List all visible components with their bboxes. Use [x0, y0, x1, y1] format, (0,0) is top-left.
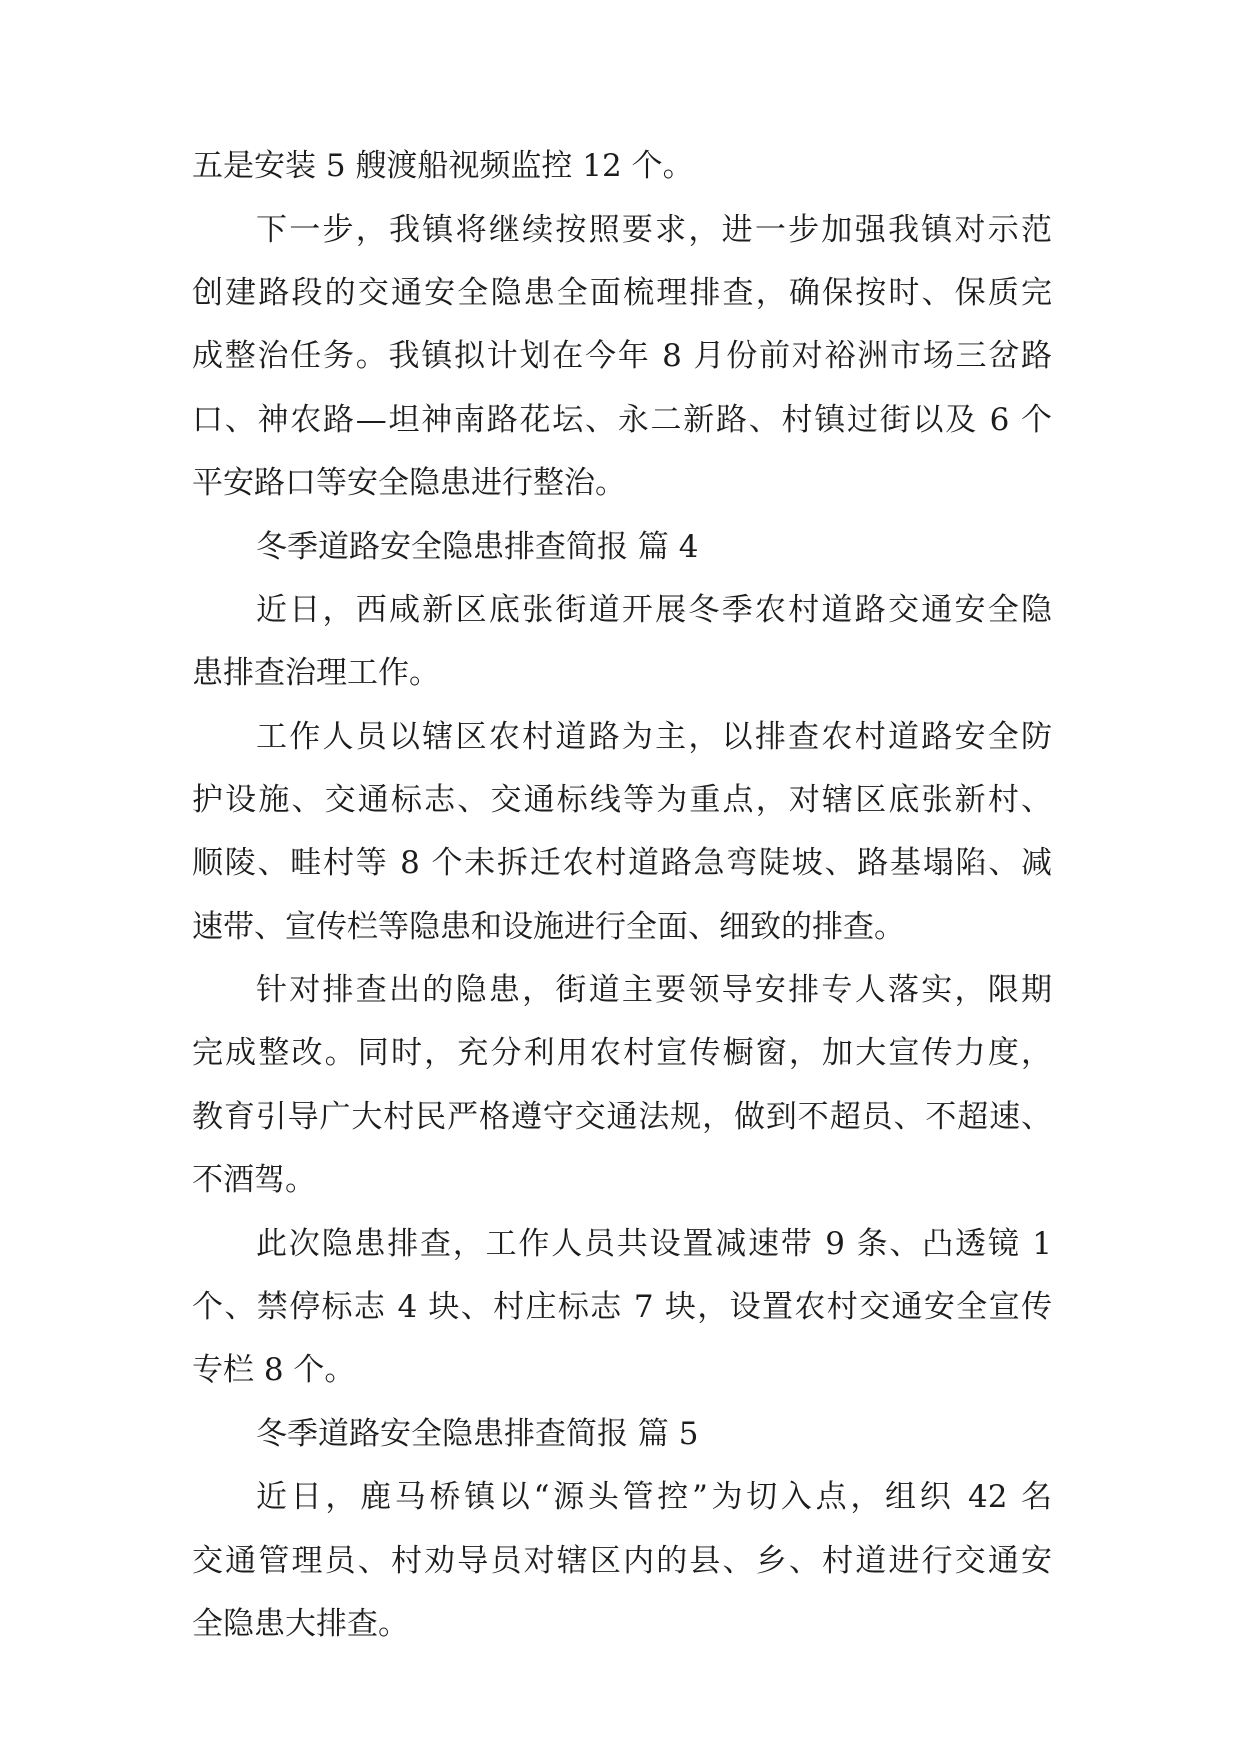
text-line: 速带、宣传栏等隐患和设施进行全面、细致的排查。: [192, 909, 905, 945]
text-line: 完成整改。同时，充分利用农村宣传橱窗，加大宣传力度，: [192, 1035, 1052, 1071]
text-line: 此次隐患排查，工作人员共设置减速带 9 条、凸透镜 1: [256, 1226, 1052, 1262]
text-line: 顺陵、畦村等 8 个未拆迁农村道路急弯陡坡、路基塌陷、减: [192, 845, 1052, 881]
text-line: 口、神农路—坦神南路花坛、永二新路、村镇过街以及 6 个: [192, 402, 1052, 438]
text-line: 针对排查出的隐患，街道主要领导安排专人落实，限期: [256, 972, 1052, 1008]
text-line: 不酒驾。: [192, 1162, 316, 1198]
text-line: 患排查治理工作。: [192, 655, 440, 691]
text-line: 护设施、交通标志、交通标线等为重点，对辖区底张新村、: [192, 782, 1052, 818]
text-line: 平安路口等安全隐患进行整治。: [192, 465, 626, 501]
text-line: 个、禁停标志 4 块、村庄标志 7 块，设置农村交通安全宣传: [192, 1289, 1052, 1325]
text-line: 全隐患大排查。: [192, 1606, 409, 1642]
section-heading: 冬季道路安全隐患排查简报 篇 4: [256, 529, 699, 565]
text-line: 近日，西咸新区底张街道开展冬季农村道路交通安全隐: [256, 592, 1052, 628]
text-line: 工作人员以辖区农村道路为主，以排查农村道路安全防: [256, 719, 1052, 755]
text-line: 下一步，我镇将继续按照要求，进一步加强我镇对示范: [256, 212, 1052, 248]
text-line: 教育引导广大村民严格遵守交通法规，做到不超员、不超速、: [192, 1099, 1052, 1135]
text-line: 交通管理员、村劝导员对辖区内的县、乡、村道进行交通安: [192, 1543, 1052, 1579]
text-line: 近日，鹿马桥镇以“源头管控”为切入点，组织 42 名: [256, 1479, 1052, 1515]
text-line: 成整治任务。我镇拟计划在今年 8 月份前对裕洲市场三岔路: [192, 338, 1052, 374]
text-line: 创建路段的交通安全隐患全面梳理排查，确保按时、保质完: [192, 275, 1052, 311]
text-line: 专栏 8 个。: [192, 1352, 356, 1388]
section-heading: 冬季道路安全隐患排查简报 篇 5: [256, 1416, 699, 1452]
text-line: 五是安装 5 艘渡船视频监控 12 个。: [192, 148, 694, 184]
